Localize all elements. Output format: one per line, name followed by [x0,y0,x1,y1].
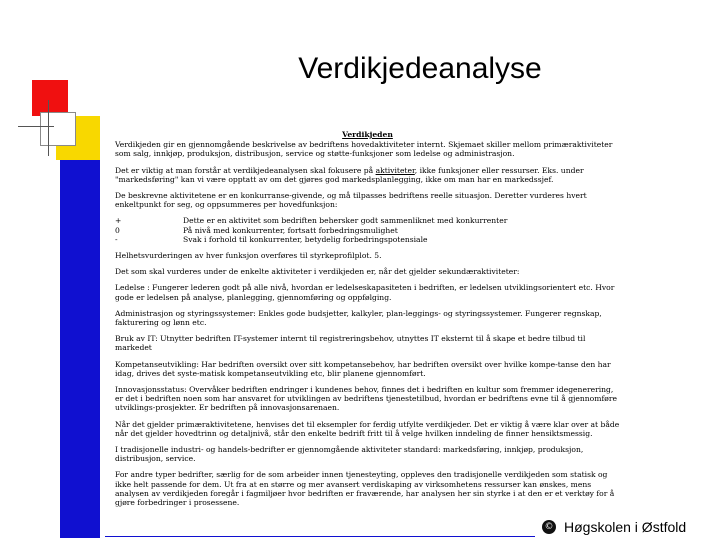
decor-blue-bar [60,160,100,538]
paragraph-innovation: Innovasjonsstatus: Overvåker bedriften endringer i kundenes behov, finnes det i bedriften en kultur som fremmer idegenerering, er det i bedriften noen som har ansvaret for utviklingen av bedriftens tjenestetilbud, hvordan er bedriftens evne til å gjennomføre utviklings-prosjekter. Er bedriften på innovasjonsarenaen. [115,385,617,413]
paragraph-other-types: For andre typer bedrifter, særlig for de som arbeider innen tjenesteyting, oppleves den tradisjonelle verdikjeden som statisk og ikke helt passende for dem. Ut fra at en større og mer avansert verdiskaping av virksomhetens ressurser kan ønskes, mens analysen av verdikjeden foregår i fagmiljøer hvor bedriften er fraværende, har analysen her sin styrke i at den er et verktøy for å gjøre forbedringer i prosessene. [115,470,615,508]
slide-title: Verdikjedeanalyse [298,52,542,85]
rating-list [115,216,620,244]
activities-underlined-term: aktiviteter [375,165,415,175]
paragraph-it: Bruk av IT: Utnytter bedriften IT-systemer internt til registreringsbehov, utnyttes IT eksternt til å skape et bedre tilbud til markedet [115,334,586,353]
rating-symbol: + [115,216,122,226]
decor-vertical-line [48,100,49,156]
paragraph-leadership: Ledelse : Fungerer lederen godt på alle nivå, hvordan er ledelseskapasiteten i bedriften, er ledelsen utviklingsorientert etc. Hvor gode er ledelsen på analyse, planlegging, gjennomføring og oppfølging. [115,283,615,302]
paragraph-assessment: De beskrevne aktivitetene er en konkurranse-givende, og må tilpasses bedriftens reelle situasjon. Deretter vurderes hvert enkeltpunkt for seg, og oppsummeres per hovedfunksjon: [115,191,587,210]
rating-symbol: - [115,234,118,244]
rating-symbol: 0 [115,225,120,235]
paragraph-administration: Administrasjon og styringssystemer: Enkles gode budsjetter, kalkyler, plan-leggings- og styringssystemer. Fungerer regnskap, fakturering og lønn etc. [115,308,602,328]
rating-list-item [115,235,620,244]
rating-description: Dette er en aktivitet som bedriften behersker godt sammenliknet med konkurrenter [183,216,508,226]
paragraph-activities-part2: , ikke funksjoner eller ressurser. Eks. under "markedsføring" kan vi være opptatt av om det gjøres god markedsplanlegging, ikke om man har en markedssjef. [115,165,584,184]
paragraph-secondary: Det som skal vurderes under de enkelte aktiviteter i verdikjeden er, når det gjelder sekundæraktiviteter: [115,267,520,277]
doc-heading: Verdikjeden [342,130,393,139]
paragraph-intro: Verdikjeden gir en gjennomgående beskrivelse av bedriftens hovedaktiviteter internt. Skjemaet skiller mellom primæraktiviteter som salg, innkjøp, produksjon, distribusjon, service og støtte-funksjoner som ledelse og administrasjon. [115,140,613,159]
school-name: Høgskolen i Østfold [564,519,687,535]
paragraph-traditional: I tradisjonelle industri- og handels-bedrifter er gjennomgående aktiviteter standard: markedsføring, innkjøp, produksjon, distribusjon, service. [115,445,584,464]
paragraph-activities-part1: Det er viktig at man forstår at verdikjedeanalysen skal fokusere på [115,165,376,175]
paragraph-profile: Helhetsvurderingen av hver funksjon overføres til styrkeprofilplot. 5. [115,251,382,261]
decor-red-square [32,80,68,116]
paragraph-primary: Når det gjelder primæraktivitetene, henvises det til eksempler for ferdig utfylte verdikjeder. Det er viktig å være klar over at både når det gjelder hovedtrinn og detaljnivå, står den enkelte bedrift fritt til å velge hvilken inndeling de finner hensiktsmessig. [115,419,620,438]
school-logo-icon: © [542,520,556,534]
paragraph-competence: Kompetanseutvikling: Har bedriften oversikt over sitt kompetansebehov, har bedriften oversikt over hvilke kompe-tanse den har idag, drives det syste-matisk kompetanseutvikling etc, blir planene gjennomført. [115,359,611,378]
footer [542,519,686,535]
decor-white-square [40,112,76,146]
rating-list-item [115,226,620,235]
paragraph-activities [115,166,620,184]
footer-rule [105,536,535,537]
document-body [115,130,620,514]
rating-list-item [115,216,620,225]
rating-description: På nivå med konkurrenter, fortsatt forbedringsmulighet [183,225,398,235]
rating-description: Svak i forhold til konkurrenter, betydelig forbedringspotensiale [183,234,428,244]
